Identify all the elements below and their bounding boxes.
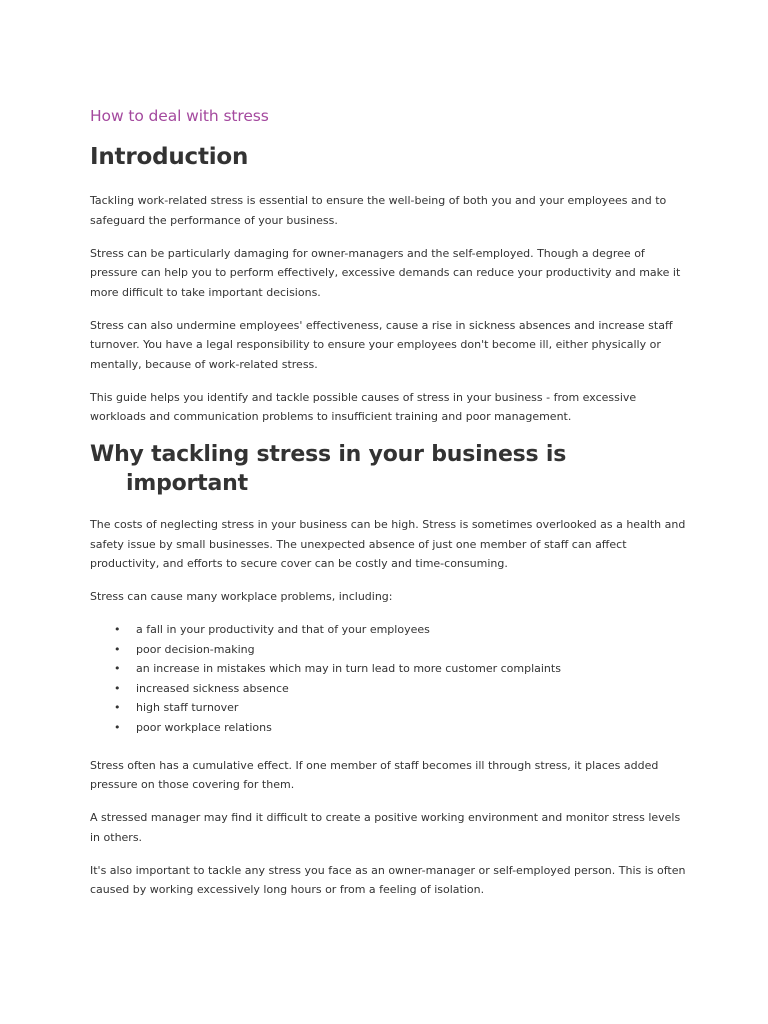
bullet-icon: • [114, 681, 121, 695]
intro-paragraph: Stress can be particularly damaging for owner-managers and the self-employed. Though a degree of pressure can help you to perform effectively, excessive demands can reduce your productivity and make it more difficult to take important decisions. [90, 246, 681, 299]
list-item [90, 679, 690, 699]
list-item [90, 659, 690, 679]
list-item [90, 718, 690, 738]
bullet-icon: • [114, 662, 121, 676]
intro-paragraph: This guide helps you identify and tackle possible causes of stress in your business - from excessive workloads and communication problems to insufficient training and poor management. [90, 390, 637, 423]
list-item [90, 640, 690, 660]
bullet-icon: • [114, 720, 121, 734]
list-item [90, 698, 690, 718]
why-heading-line1: Why tackling stress in your business is [90, 442, 567, 467]
problems-list [90, 620, 690, 738]
why-paragraph: Stress often has a cumulative effect. If one member of staff becomes ill through stress, it places added pressure on those covering for them. [90, 758, 659, 792]
bullet-icon: • [114, 701, 121, 715]
list-item-text: high staff turnover [136, 701, 239, 715]
intro-paragraph: Tackling work-related stress is essential to ensure the well-being of both you and your employees and to safeguard the performance of your business. [90, 194, 667, 227]
list-item-text: an increase in mistakes which may in turn lead to more customer complaints [136, 662, 561, 676]
document-kicker: How to deal with stress [90, 107, 269, 125]
list-item-text: poor decision-making [136, 642, 255, 656]
bullet-icon: • [114, 642, 121, 656]
list-item-text: poor workplace relations [136, 720, 272, 734]
introduction-heading: Introduction [90, 144, 249, 170]
why-paragraph: It's also important to tackle any stress you face as an owner-manager or self-employed person. This is often caused by working excessively long hours or from a feeling of isolation. [90, 863, 686, 897]
list-item-text: increased sickness absence [136, 681, 289, 695]
why-heading-line2: important [126, 471, 248, 496]
why-paragraph: A stressed manager may find it difficult to create a positive working environment and monitor stress levels in others. [90, 811, 681, 844]
why-paragraph: Stress can cause many workplace problems, including: [90, 590, 393, 603]
list-item-text: a fall in your productivity and that of your employees [136, 623, 430, 636]
bullet-icon: • [114, 623, 121, 636]
why-paragraph: The costs of neglecting stress in your business can be high. Stress is sometimes overlooked as a health and safety issue by small businesses. The unexpected absence of just one member of staff can affect productivity, and efforts to secure cover can be costly and time-consuming. [90, 518, 686, 570]
intro-paragraph: Stress can also undermine employees' effectiveness, cause a rise in sickness absences and increase staff turnover. You have a legal responsibility to ensure your employees don't become ill, either physically or mentally, because of work-related stress. [90, 318, 673, 371]
why-heading [90, 440, 690, 498]
list-item [90, 620, 690, 640]
document-page [90, 104, 690, 913]
